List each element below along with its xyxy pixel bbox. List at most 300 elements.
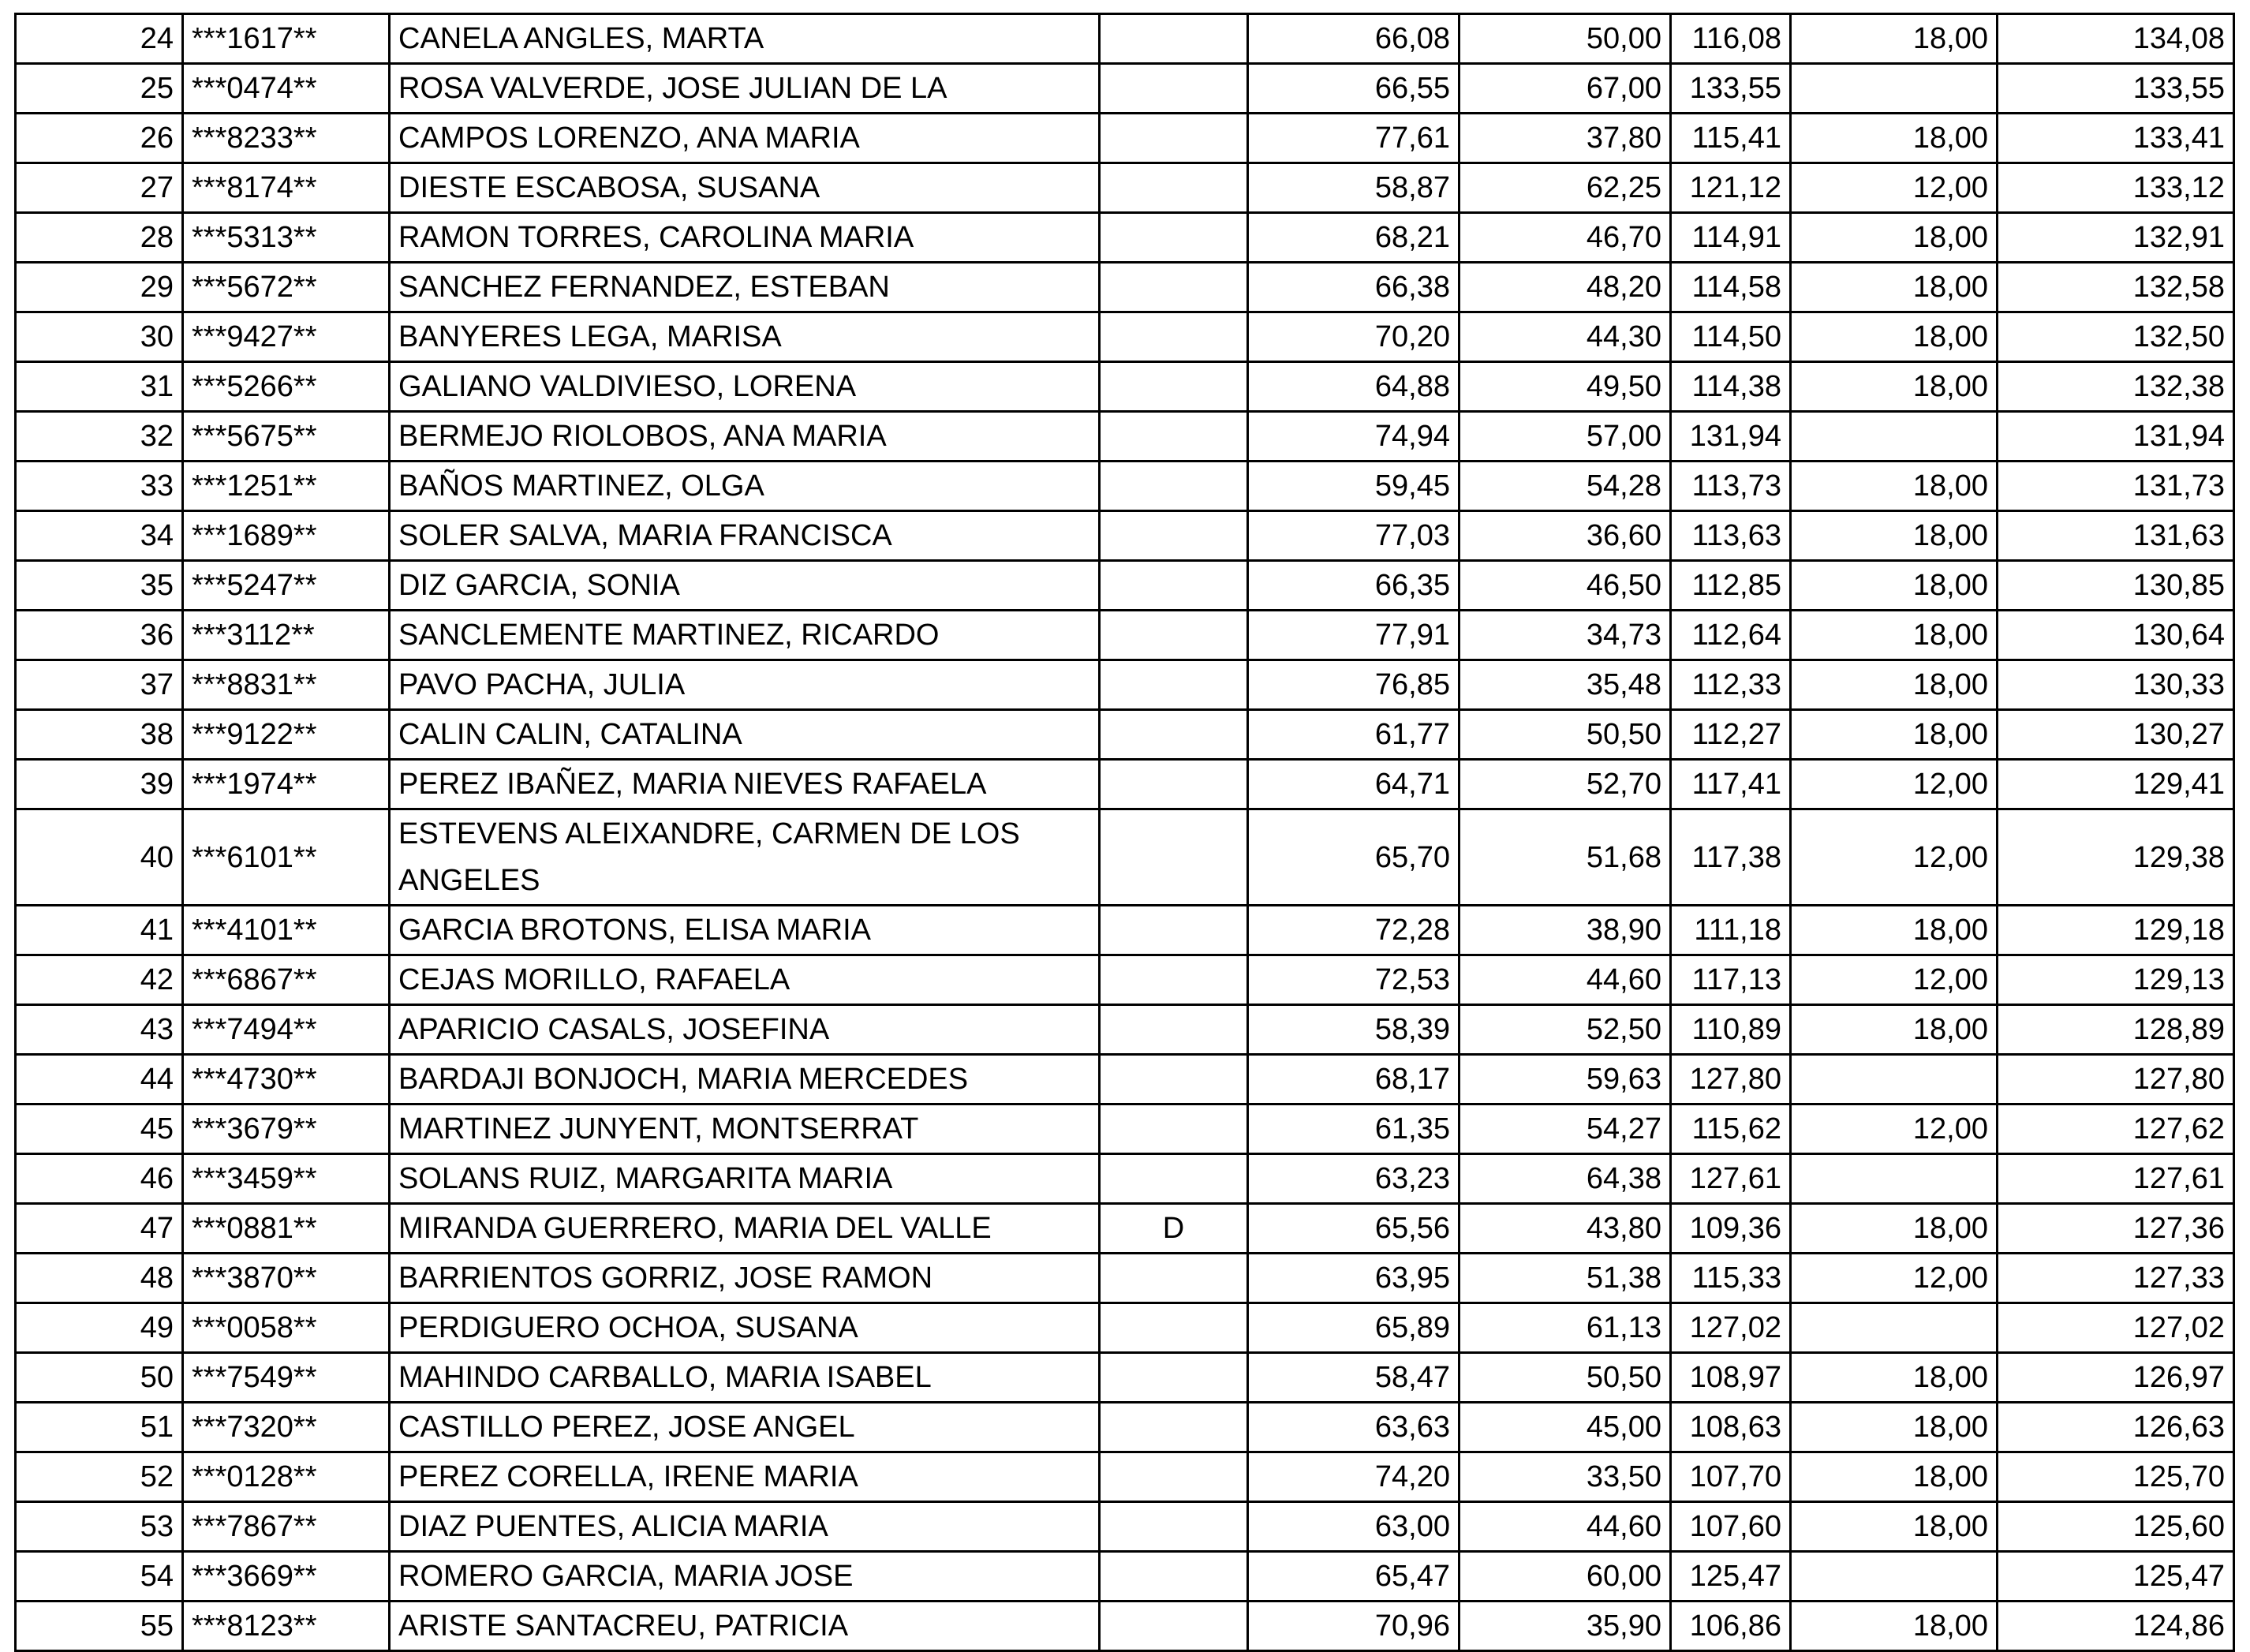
flag-cell (1100, 906, 1248, 955)
subtotal: 114,50 (1671, 312, 1791, 362)
score-a: 64,71 (1248, 760, 1460, 809)
total-score: 130,27 (1998, 710, 2234, 760)
masked-id: ***3870** (183, 1254, 390, 1303)
table-row (16, 1104, 2234, 1154)
masked-id: ***8233** (183, 114, 390, 163)
table-row (16, 213, 2234, 263)
table-body (16, 14, 2234, 1651)
score-b: 48,20 (1460, 263, 1671, 312)
total-score: 133,55 (1998, 64, 2234, 114)
total-score: 125,70 (1998, 1452, 2234, 1502)
table-row (16, 163, 2234, 213)
score-b: 51,38 (1460, 1254, 1671, 1303)
table-row (16, 760, 2234, 809)
score-a: 61,77 (1248, 710, 1460, 760)
extra-points (1791, 412, 1998, 462)
score-b: 44,30 (1460, 312, 1671, 362)
subtotal: 114,58 (1671, 263, 1791, 312)
row-number: 43 (16, 1005, 183, 1055)
flag-cell (1100, 660, 1248, 710)
extra-points: 18,00 (1791, 660, 1998, 710)
subtotal: 109,36 (1671, 1204, 1791, 1254)
row-number: 51 (16, 1403, 183, 1452)
subtotal: 106,86 (1671, 1602, 1791, 1651)
extra-points (1791, 1303, 1998, 1353)
subtotal: 115,33 (1671, 1254, 1791, 1303)
subtotal: 113,63 (1671, 511, 1791, 561)
total-score: 129,38 (1998, 809, 2234, 906)
score-b: 60,00 (1460, 1552, 1671, 1602)
score-b: 37,80 (1460, 114, 1671, 163)
extra-points: 12,00 (1791, 1104, 1998, 1154)
extra-points: 12,00 (1791, 955, 1998, 1005)
table-row (16, 1254, 2234, 1303)
score-b: 44,60 (1460, 1502, 1671, 1552)
extra-points: 18,00 (1791, 561, 1998, 611)
total-score: 131,63 (1998, 511, 2234, 561)
score-b: 59,63 (1460, 1055, 1671, 1104)
masked-id: ***5266** (183, 362, 390, 412)
masked-id: ***1251** (183, 462, 390, 511)
total-score: 124,86 (1998, 1602, 2234, 1651)
masked-id: ***8831** (183, 660, 390, 710)
candidate-name: ROMERO GARCIA, MARIA JOSE (390, 1552, 1100, 1602)
table-row (16, 1154, 2234, 1204)
subtotal: 112,85 (1671, 561, 1791, 611)
masked-id: ***3459** (183, 1154, 390, 1204)
masked-id: ***0881** (183, 1204, 390, 1254)
extra-points: 18,00 (1791, 312, 1998, 362)
flag-cell (1100, 1452, 1248, 1502)
total-score: 125,47 (1998, 1552, 2234, 1602)
row-number: 38 (16, 710, 183, 760)
total-score: 126,97 (1998, 1353, 2234, 1403)
total-score: 130,64 (1998, 611, 2234, 660)
candidate-name: APARICIO CASALS, JOSEFINA (390, 1005, 1100, 1055)
score-a: 66,08 (1248, 14, 1460, 64)
subtotal: 115,41 (1671, 114, 1791, 163)
score-a: 68,17 (1248, 1055, 1460, 1104)
total-score: 132,91 (1998, 213, 2234, 263)
score-a: 61,35 (1248, 1104, 1460, 1154)
results-sheet (14, 13, 2233, 1652)
table-row (16, 1403, 2234, 1452)
candidate-name: CALIN CALIN, CATALINA (390, 710, 1100, 760)
extra-points: 18,00 (1791, 1204, 1998, 1254)
table-row (16, 1552, 2234, 1602)
total-score: 130,85 (1998, 561, 2234, 611)
score-a: 58,87 (1248, 163, 1460, 213)
row-number: 55 (16, 1602, 183, 1651)
subtotal: 117,13 (1671, 955, 1791, 1005)
row-number: 37 (16, 660, 183, 710)
subtotal: 127,61 (1671, 1154, 1791, 1204)
flag-cell (1100, 412, 1248, 462)
candidate-name: BANYERES LEGA, MARISA (390, 312, 1100, 362)
extra-points (1791, 1552, 1998, 1602)
candidate-name: SOLANS RUIZ, MARGARITA MARIA (390, 1154, 1100, 1204)
extra-points: 12,00 (1791, 163, 1998, 213)
table-row (16, 1452, 2234, 1502)
score-a: 65,89 (1248, 1303, 1460, 1353)
total-score: 129,41 (1998, 760, 2234, 809)
masked-id: ***7320** (183, 1403, 390, 1452)
flag-cell (1100, 1552, 1248, 1602)
score-b: 35,48 (1460, 660, 1671, 710)
score-b: 43,80 (1460, 1204, 1671, 1254)
subtotal: 127,02 (1671, 1303, 1791, 1353)
table-row (16, 263, 2234, 312)
score-a: 72,53 (1248, 955, 1460, 1005)
flag-cell (1100, 561, 1248, 611)
extra-points (1791, 64, 1998, 114)
total-score: 131,94 (1998, 412, 2234, 462)
score-a: 74,20 (1248, 1452, 1460, 1502)
score-b: 50,50 (1460, 1353, 1671, 1403)
flag-cell (1100, 1104, 1248, 1154)
score-a: 77,61 (1248, 114, 1460, 163)
total-score: 127,33 (1998, 1254, 2234, 1303)
table-row (16, 1602, 2234, 1651)
row-number: 28 (16, 213, 183, 263)
candidate-name: SANCLEMENTE MARTINEZ, RICARDO (390, 611, 1100, 660)
flag-cell (1100, 163, 1248, 213)
candidate-name: MIRANDA GUERRERO, MARIA DEL VALLE (390, 1204, 1100, 1254)
masked-id: ***1617** (183, 14, 390, 64)
subtotal: 108,97 (1671, 1353, 1791, 1403)
extra-points: 18,00 (1791, 263, 1998, 312)
candidate-name: RAMON TORRES, CAROLINA MARIA (390, 213, 1100, 263)
candidate-name: GALIANO VALDIVIESO, LORENA (390, 362, 1100, 412)
row-number: 46 (16, 1154, 183, 1204)
row-number: 45 (16, 1104, 183, 1154)
table-row (16, 14, 2234, 64)
flag-cell (1100, 14, 1248, 64)
flag-cell (1100, 1005, 1248, 1055)
score-b: 62,25 (1460, 163, 1671, 213)
subtotal: 125,47 (1671, 1552, 1791, 1602)
table-row (16, 710, 2234, 760)
masked-id: ***7867** (183, 1502, 390, 1552)
score-a: 63,95 (1248, 1254, 1460, 1303)
total-score: 129,13 (1998, 955, 2234, 1005)
score-b: 54,28 (1460, 462, 1671, 511)
flag-cell (1100, 955, 1248, 1005)
subtotal: 112,33 (1671, 660, 1791, 710)
total-score: 125,60 (1998, 1502, 2234, 1552)
flag-cell (1100, 114, 1248, 163)
extra-points: 12,00 (1791, 760, 1998, 809)
candidate-name: BERMEJO RIOLOBOS, ANA MARIA (390, 412, 1100, 462)
row-number: 27 (16, 163, 183, 213)
extra-points: 18,00 (1791, 511, 1998, 561)
score-a: 68,21 (1248, 213, 1460, 263)
extra-points: 18,00 (1791, 611, 1998, 660)
score-b: 51,68 (1460, 809, 1671, 906)
row-number: 44 (16, 1055, 183, 1104)
score-b: 57,00 (1460, 412, 1671, 462)
table-row (16, 114, 2234, 163)
subtotal: 111,18 (1671, 906, 1791, 955)
masked-id: ***0474** (183, 64, 390, 114)
score-a: 77,91 (1248, 611, 1460, 660)
table-row (16, 906, 2234, 955)
masked-id: ***5675** (183, 412, 390, 462)
subtotal: 117,41 (1671, 760, 1791, 809)
total-score: 133,12 (1998, 163, 2234, 213)
row-number: 39 (16, 760, 183, 809)
flag-cell (1100, 760, 1248, 809)
flag-cell (1100, 1303, 1248, 1353)
flag-cell (1100, 611, 1248, 660)
extra-points (1791, 1055, 1998, 1104)
score-b: 36,60 (1460, 511, 1671, 561)
table-row (16, 660, 2234, 710)
flag-cell (1100, 710, 1248, 760)
masked-id: ***5672** (183, 263, 390, 312)
masked-id: ***9427** (183, 312, 390, 362)
flag-cell (1100, 1502, 1248, 1552)
row-number: 25 (16, 64, 183, 114)
score-a: 66,38 (1248, 263, 1460, 312)
row-number: 29 (16, 263, 183, 312)
score-a: 63,23 (1248, 1154, 1460, 1204)
candidate-name: CASTILLO PEREZ, JOSE ANGEL (390, 1403, 1100, 1452)
candidate-name: SOLER SALVA, MARIA FRANCISCA (390, 511, 1100, 561)
candidate-name: BARRIENTOS GORRIZ, JOSE RAMON (390, 1254, 1100, 1303)
extra-points: 18,00 (1791, 906, 1998, 955)
score-b: 52,70 (1460, 760, 1671, 809)
score-a: 70,20 (1248, 312, 1460, 362)
candidate-name: DIZ GARCIA, SONIA (390, 561, 1100, 611)
score-b: 54,27 (1460, 1104, 1671, 1154)
candidate-name: ESTEVENS ALEIXANDRE, CARMEN DE LOS ANGELES (390, 809, 1100, 906)
score-b: 61,13 (1460, 1303, 1671, 1353)
total-score: 127,02 (1998, 1303, 2234, 1353)
table-row (16, 1353, 2234, 1403)
candidate-name: ROSA VALVERDE, JOSE JULIAN DE LA (390, 64, 1100, 114)
candidate-name: CEJAS MORILLO, RAFAELA (390, 955, 1100, 1005)
total-score: 127,61 (1998, 1154, 2234, 1204)
row-number: 36 (16, 611, 183, 660)
flag-cell (1100, 64, 1248, 114)
score-b: 49,50 (1460, 362, 1671, 412)
score-a: 58,39 (1248, 1005, 1460, 1055)
extra-points: 18,00 (1791, 114, 1998, 163)
candidate-name: DIAZ PUENTES, ALICIA MARIA (390, 1502, 1100, 1552)
masked-id: ***3679** (183, 1104, 390, 1154)
score-b: 44,60 (1460, 955, 1671, 1005)
score-a: 65,47 (1248, 1552, 1460, 1602)
extra-points: 18,00 (1791, 362, 1998, 412)
masked-id: ***1974** (183, 760, 390, 809)
total-score: 127,62 (1998, 1104, 2234, 1154)
subtotal: 112,27 (1671, 710, 1791, 760)
flag-cell (1100, 362, 1248, 412)
score-b: 64,38 (1460, 1154, 1671, 1204)
masked-id: ***9122** (183, 710, 390, 760)
masked-id: ***5247** (183, 561, 390, 611)
candidate-name: BARDAJI BONJOCH, MARIA MERCEDES (390, 1055, 1100, 1104)
candidate-name: MAHINDO CARBALLO, MARIA ISABEL (390, 1353, 1100, 1403)
candidate-name: PAVO PACHA, JULIA (390, 660, 1100, 710)
total-score: 133,41 (1998, 114, 2234, 163)
extra-points: 18,00 (1791, 1353, 1998, 1403)
masked-id: ***3669** (183, 1552, 390, 1602)
score-a: 66,35 (1248, 561, 1460, 611)
table-row (16, 1055, 2234, 1104)
row-number: 53 (16, 1502, 183, 1552)
masked-id: ***8174** (183, 163, 390, 213)
total-score: 128,89 (1998, 1005, 2234, 1055)
subtotal: 116,08 (1671, 14, 1791, 64)
row-number: 35 (16, 561, 183, 611)
flag-cell (1100, 1254, 1248, 1303)
extra-points: 18,00 (1791, 462, 1998, 511)
total-score: 126,63 (1998, 1403, 2234, 1452)
flag-cell (1100, 213, 1248, 263)
subtotal: 107,70 (1671, 1452, 1791, 1502)
subtotal: 113,73 (1671, 462, 1791, 511)
table-row (16, 1303, 2234, 1353)
total-score: 132,50 (1998, 312, 2234, 362)
row-number: 47 (16, 1204, 183, 1254)
flag-cell (1100, 312, 1248, 362)
subtotal: 112,64 (1671, 611, 1791, 660)
flag-cell (1100, 1154, 1248, 1204)
candidate-name: BAÑOS MARTINEZ, OLGA (390, 462, 1100, 511)
flag-cell (1100, 511, 1248, 561)
score-a: 77,03 (1248, 511, 1460, 561)
score-b: 45,00 (1460, 1403, 1671, 1452)
table-row (16, 1204, 2234, 1254)
subtotal: 115,62 (1671, 1104, 1791, 1154)
table-row (16, 462, 2234, 511)
masked-id: ***6867** (183, 955, 390, 1005)
total-score: 130,33 (1998, 660, 2234, 710)
candidate-name: SANCHEZ FERNANDEZ, ESTEBAN (390, 263, 1100, 312)
table-row (16, 1005, 2234, 1055)
masked-id: ***7549** (183, 1353, 390, 1403)
score-a: 72,28 (1248, 906, 1460, 955)
total-score: 131,73 (1998, 462, 2234, 511)
row-number: 40 (16, 809, 183, 906)
masked-id: ***3112** (183, 611, 390, 660)
results-table (14, 13, 2235, 1652)
row-number: 42 (16, 955, 183, 1005)
candidate-name: CAMPOS LORENZO, ANA MARIA (390, 114, 1100, 163)
candidate-name: CANELA ANGLES, MARTA (390, 14, 1100, 64)
candidate-name: PEREZ IBAÑEZ, MARIA NIEVES RAFAELA (390, 760, 1100, 809)
candidate-name: PERDIGUERO OCHOA, SUSANA (390, 1303, 1100, 1353)
score-a: 65,70 (1248, 809, 1460, 906)
row-number: 33 (16, 462, 183, 511)
score-a: 70,96 (1248, 1602, 1460, 1651)
masked-id: ***1689** (183, 511, 390, 561)
total-score: 127,36 (1998, 1204, 2234, 1254)
extra-points: 18,00 (1791, 1403, 1998, 1452)
score-b: 34,73 (1460, 611, 1671, 660)
table-row (16, 809, 2234, 906)
score-a: 66,55 (1248, 64, 1460, 114)
candidate-name: ARISTE SANTACREU, PATRICIA (390, 1602, 1100, 1651)
row-number: 31 (16, 362, 183, 412)
extra-points: 18,00 (1791, 14, 1998, 64)
candidate-name: MARTINEZ JUNYENT, MONTSERRAT (390, 1104, 1100, 1154)
score-b: 35,90 (1460, 1602, 1671, 1651)
subtotal: 107,60 (1671, 1502, 1791, 1552)
total-score: 132,58 (1998, 263, 2234, 312)
masked-id: ***6101** (183, 809, 390, 906)
row-number: 54 (16, 1552, 183, 1602)
flag-cell: D (1100, 1204, 1248, 1254)
extra-points: 18,00 (1791, 1502, 1998, 1552)
table-row (16, 412, 2234, 462)
row-number: 49 (16, 1303, 183, 1353)
score-a: 64,88 (1248, 362, 1460, 412)
row-number: 50 (16, 1353, 183, 1403)
extra-points: 18,00 (1791, 1602, 1998, 1651)
extra-points: 12,00 (1791, 809, 1998, 906)
masked-id: ***0128** (183, 1452, 390, 1502)
row-number: 41 (16, 906, 183, 955)
candidate-name: DIESTE ESCABOSA, SUSANA (390, 163, 1100, 213)
score-a: 63,63 (1248, 1403, 1460, 1452)
total-score: 129,18 (1998, 906, 2234, 955)
subtotal: 110,89 (1671, 1005, 1791, 1055)
subtotal: 114,91 (1671, 213, 1791, 263)
total-score: 134,08 (1998, 14, 2234, 64)
subtotal: 121,12 (1671, 163, 1791, 213)
masked-id: ***8123** (183, 1602, 390, 1651)
row-number: 34 (16, 511, 183, 561)
extra-points: 18,00 (1791, 1452, 1998, 1502)
score-b: 46,70 (1460, 213, 1671, 263)
score-b: 33,50 (1460, 1452, 1671, 1502)
score-b: 52,50 (1460, 1005, 1671, 1055)
table-row (16, 561, 2234, 611)
score-a: 58,47 (1248, 1353, 1460, 1403)
row-number: 26 (16, 114, 183, 163)
table-row (16, 1502, 2234, 1552)
table-row (16, 64, 2234, 114)
subtotal: 127,80 (1671, 1055, 1791, 1104)
total-score: 127,80 (1998, 1055, 2234, 1104)
row-number: 48 (16, 1254, 183, 1303)
candidate-name: GARCIA BROTONS, ELISA MARIA (390, 906, 1100, 955)
flag-cell (1100, 1403, 1248, 1452)
masked-id: ***5313** (183, 213, 390, 263)
subtotal: 131,94 (1671, 412, 1791, 462)
flag-cell (1100, 1602, 1248, 1651)
row-number: 30 (16, 312, 183, 362)
score-b: 46,50 (1460, 561, 1671, 611)
row-number: 32 (16, 412, 183, 462)
extra-points: 18,00 (1791, 710, 1998, 760)
score-a: 76,85 (1248, 660, 1460, 710)
subtotal: 133,55 (1671, 64, 1791, 114)
score-a: 63,00 (1248, 1502, 1460, 1552)
flag-cell (1100, 1353, 1248, 1403)
extra-points: 12,00 (1791, 1254, 1998, 1303)
table-row (16, 955, 2234, 1005)
score-a: 59,45 (1248, 462, 1460, 511)
total-score: 132,38 (1998, 362, 2234, 412)
flag-cell (1100, 263, 1248, 312)
flag-cell (1100, 1055, 1248, 1104)
subtotal: 117,38 (1671, 809, 1791, 906)
table-row (16, 312, 2234, 362)
